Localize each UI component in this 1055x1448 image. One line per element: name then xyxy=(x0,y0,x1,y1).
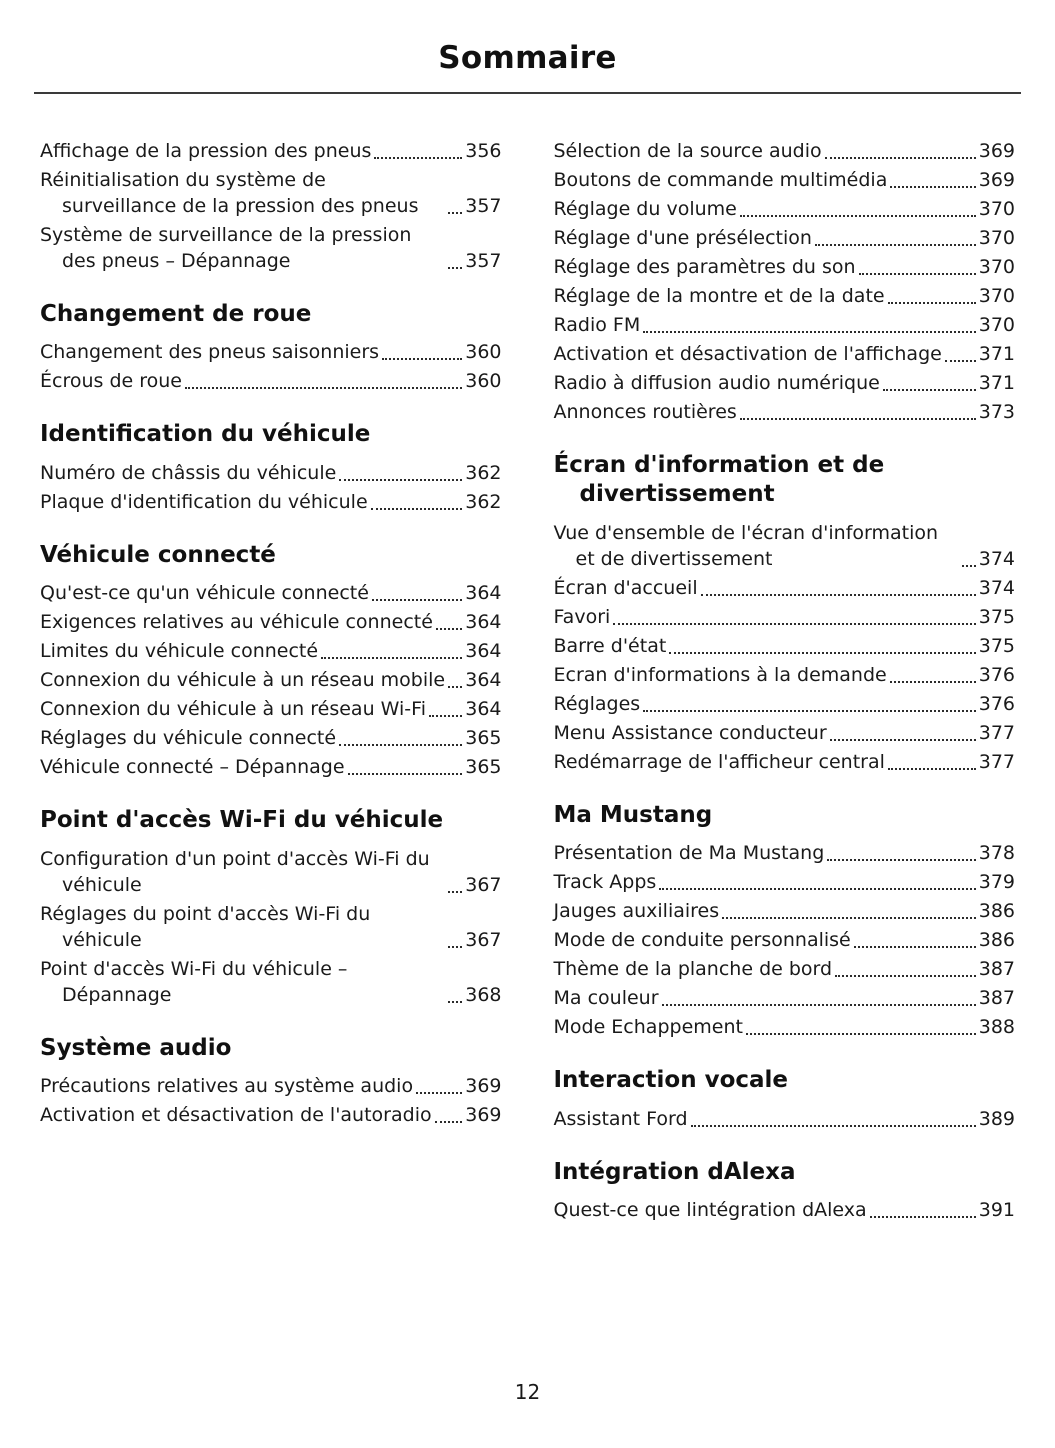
entry-title: Système de surveillance de la pression des pneus – Dépannage xyxy=(40,224,412,272)
dot-leader xyxy=(740,215,976,217)
toc-entry[interactable] xyxy=(554,341,1016,367)
dot-leader xyxy=(835,975,976,977)
toc-entry[interactable] xyxy=(40,167,502,219)
toc-entry[interactable] xyxy=(554,312,1016,338)
entry-title: Plaque d'identification du véhicule xyxy=(40,490,368,513)
dot-leader xyxy=(870,1216,976,1218)
entry-title: Barre d'état xyxy=(553,634,667,657)
entry-page-number: 362 xyxy=(465,461,502,484)
dot-leader xyxy=(740,418,976,420)
toc-entry[interactable] xyxy=(554,898,1016,924)
toc-entry[interactable] xyxy=(554,196,1016,222)
entry-page-number: 376 xyxy=(978,692,1015,715)
section-heading: Écran d'information et de divertissement xyxy=(553,452,885,508)
entry-page-number: 387 xyxy=(978,958,1015,981)
entry-title: Ecran d'informations à la demande xyxy=(553,663,887,686)
toc-entry[interactable] xyxy=(40,725,502,751)
dot-leader xyxy=(859,273,976,275)
toc-entry[interactable] xyxy=(40,667,502,693)
toc-entry[interactable] xyxy=(554,985,1016,1011)
toc-section xyxy=(40,138,502,274)
entry-title: Connexion du véhicule à un réseau mobile xyxy=(40,669,446,692)
entry-title: Sélection de la source audio xyxy=(553,140,822,162)
entry-title: Point d'accès Wi-Fi du véhicule – Dépannage xyxy=(40,957,348,1006)
dot-leader xyxy=(888,302,976,304)
toc-entry[interactable] xyxy=(554,138,1016,164)
entry-title: Réglage de la montre et de la date xyxy=(553,285,885,307)
entry-title: Connexion du véhicule à un réseau Wi-Fi xyxy=(40,698,426,721)
toc-entry[interactable] xyxy=(40,1102,502,1128)
entry-page-number: 364 xyxy=(465,669,502,692)
entry-page-number: 370 xyxy=(978,256,1015,278)
toc-entry[interactable] xyxy=(554,399,1016,425)
dot-leader xyxy=(436,628,462,630)
toc-section xyxy=(554,1158,1016,1223)
entry-title: Vue d'ensemble de l'écran d'information et de divertissement xyxy=(553,521,939,570)
entry-title: Mode de conduite personnalisé xyxy=(553,929,851,952)
entry-page-number: 360 xyxy=(465,341,502,364)
toc-entry[interactable] xyxy=(554,927,1016,953)
entry-title: Quest-ce que lintégration dAlexa xyxy=(553,1199,867,1222)
entry-page-number: 370 xyxy=(978,198,1015,220)
toc-entry[interactable] xyxy=(554,749,1016,775)
toc-section xyxy=(554,801,1016,1040)
dot-leader xyxy=(827,859,975,861)
entry-page-number: 364 xyxy=(465,582,502,605)
toc-section xyxy=(554,138,1016,425)
toc-section xyxy=(554,451,1016,775)
entry-page-number: 387 xyxy=(978,987,1015,1010)
entry-title: Redémarrage de l'afficheur central xyxy=(553,750,885,773)
toc-entry[interactable] xyxy=(554,604,1016,630)
toc-entry[interactable] xyxy=(40,609,502,635)
entry-page-number: 370 xyxy=(978,314,1015,336)
dot-leader xyxy=(669,652,975,654)
toc-entry[interactable] xyxy=(40,460,502,486)
toc-entry[interactable] xyxy=(40,754,502,780)
entry-page-number: 362 xyxy=(465,490,502,513)
dot-leader xyxy=(825,157,976,159)
toc-entry[interactable] xyxy=(40,222,502,274)
page-title: Sommaire xyxy=(438,40,617,76)
entry-title: Limites du véhicule connecté xyxy=(40,640,319,663)
toc-entry[interactable] xyxy=(40,696,502,722)
entry-title: Réinitialisation du système de surveillance de la pression des pneus xyxy=(40,169,419,217)
entry-title: Exigences relatives au véhicule connecté xyxy=(40,611,433,634)
toc-entry[interactable] xyxy=(40,580,502,606)
section-heading: Ma Mustang xyxy=(553,801,713,828)
dot-leader xyxy=(854,946,976,948)
toc-entry[interactable] xyxy=(40,846,502,898)
dot-leader xyxy=(830,739,976,741)
dot-leader xyxy=(416,1092,462,1094)
entry-page-number: 367 xyxy=(465,873,502,896)
section-heading: Changement de roue xyxy=(40,301,312,327)
page-number: 12 xyxy=(514,1380,541,1404)
entry-page-number: 375 xyxy=(978,605,1015,628)
entry-page-number: 357 xyxy=(465,195,502,217)
entry-page-number: 377 xyxy=(978,721,1015,744)
dot-leader xyxy=(701,594,976,596)
dot-leader xyxy=(659,888,975,890)
toc-entry[interactable] xyxy=(554,1014,1016,1040)
toc-entry[interactable] xyxy=(40,901,502,953)
entry-title: Écrous de roue xyxy=(40,370,182,393)
toc-entry[interactable] xyxy=(40,339,502,365)
entry-page-number: 364 xyxy=(465,611,502,634)
toc-entry[interactable] xyxy=(554,167,1016,193)
entry-title: Annonces routières xyxy=(553,401,737,423)
dot-leader xyxy=(372,599,462,601)
section-heading: Identification du véhicule xyxy=(40,421,371,448)
dot-leader xyxy=(662,1004,976,1006)
dot-leader xyxy=(339,744,462,746)
toc-entry[interactable] xyxy=(554,575,1016,601)
toc-section xyxy=(40,420,502,514)
dot-leader xyxy=(883,389,976,391)
entry-page-number: 364 xyxy=(465,698,502,721)
toc-column-right xyxy=(554,138,1016,1231)
entry-page-number: 369 xyxy=(465,1075,502,1098)
entry-title: Réglages xyxy=(553,692,641,715)
dot-leader xyxy=(643,331,975,333)
dot-leader xyxy=(448,212,462,214)
entry-title: Jauges auxiliaires xyxy=(553,900,720,923)
entry-page-number: 389 xyxy=(978,1107,1015,1130)
toc-entry[interactable] xyxy=(554,1106,1016,1132)
toc-entry[interactable] xyxy=(554,662,1016,688)
entry-page-number: 365 xyxy=(465,756,502,779)
dot-leader xyxy=(815,244,976,246)
dot-leader xyxy=(435,1121,463,1123)
entry-title: Ma couleur xyxy=(553,987,659,1010)
dot-leader xyxy=(945,360,976,362)
entry-title: Activation et désactivation de l'affichage xyxy=(553,343,942,365)
toc-entry[interactable] xyxy=(554,956,1016,982)
dot-leader xyxy=(448,267,462,269)
entry-title: Mode Echappement xyxy=(553,1016,743,1039)
entry-page-number: 371 xyxy=(978,343,1015,365)
toc-section xyxy=(40,300,502,394)
entry-title: Numéro de châssis du véhicule xyxy=(40,461,337,484)
dot-leader xyxy=(746,1033,976,1035)
toc-section xyxy=(40,541,502,780)
entry-page-number: 365 xyxy=(465,727,502,750)
entry-page-number: 374 xyxy=(978,547,1015,570)
entry-title: Présentation de Ma Mustang xyxy=(553,842,825,865)
entry-page-number: 371 xyxy=(978,372,1015,394)
toc-entry[interactable] xyxy=(554,691,1016,717)
dot-leader xyxy=(890,681,976,683)
entry-title: Thème de la planche de bord xyxy=(553,958,833,981)
entry-page-number: 360 xyxy=(465,370,502,393)
entry-title: Écran d'accueil xyxy=(553,576,698,599)
dot-leader xyxy=(890,186,975,188)
entry-page-number: 369 xyxy=(465,1104,502,1127)
toc-entry[interactable] xyxy=(554,633,1016,659)
section-heading: Interaction vocale xyxy=(553,1067,789,1094)
entry-title: Réglage des paramètres du son xyxy=(553,256,856,278)
toc-entry[interactable] xyxy=(554,840,1016,866)
toc-entry[interactable] xyxy=(554,1197,1016,1223)
toc-entry[interactable] xyxy=(554,254,1016,280)
toc-entry[interactable] xyxy=(554,869,1016,895)
toc-entry[interactable] xyxy=(554,225,1016,251)
section-heading: Véhicule connecté xyxy=(40,541,276,568)
entry-page-number: 386 xyxy=(978,900,1015,923)
toc-entry[interactable] xyxy=(554,520,1016,572)
entry-page-number: 376 xyxy=(978,663,1015,686)
entry-title: Réglage d'une présélection xyxy=(553,227,812,249)
section-heading: Système audio xyxy=(40,1034,232,1061)
dot-leader xyxy=(185,387,462,389)
dot-leader xyxy=(448,946,462,948)
entry-page-number: 379 xyxy=(978,871,1015,894)
entry-title: Configuration d'un point d'accès Wi-Fi du véhicule xyxy=(40,847,430,896)
entry-title: Track Apps xyxy=(553,871,657,894)
dot-leader xyxy=(643,710,976,712)
entry-page-number: 369 xyxy=(978,169,1015,191)
dot-leader xyxy=(348,773,463,775)
entry-title: Menu Assistance conducteur xyxy=(553,721,827,744)
entry-page-number: 374 xyxy=(978,576,1015,599)
entry-title: Activation et désactivation de l'autoradio xyxy=(40,1104,432,1127)
entry-page-number: 367 xyxy=(465,928,502,951)
dot-leader xyxy=(448,1001,462,1003)
entry-page-number: 370 xyxy=(978,227,1015,249)
dot-leader xyxy=(339,479,462,481)
toc-columns xyxy=(34,138,1021,1231)
dot-leader xyxy=(448,891,462,893)
dot-leader xyxy=(371,508,463,510)
toc-section xyxy=(40,806,502,1007)
dot-leader xyxy=(722,917,976,919)
entry-title: Précautions relatives au système audio xyxy=(40,1075,414,1098)
entry-title: Changement des pneus saisonniers xyxy=(40,341,380,364)
section-heading: Point d'accès Wi-Fi du véhicule xyxy=(40,807,444,834)
toc-entry[interactable] xyxy=(40,368,502,394)
dot-leader xyxy=(382,358,462,360)
entry-page-number: 391 xyxy=(978,1199,1015,1222)
dot-leader xyxy=(613,623,975,625)
toc-entry[interactable] xyxy=(554,283,1016,309)
entry-page-number: 378 xyxy=(978,842,1015,865)
entry-page-number: 356 xyxy=(465,140,502,162)
entry-title: Assistant Ford xyxy=(553,1107,688,1130)
toc-entry[interactable] xyxy=(40,489,502,515)
entry-title: Véhicule connecté – Dépannage xyxy=(40,756,345,779)
dot-leader xyxy=(962,565,976,567)
entry-page-number: 388 xyxy=(978,1016,1015,1039)
dot-leader xyxy=(429,715,462,717)
toc-entry[interactable] xyxy=(40,1073,502,1099)
dot-leader xyxy=(321,657,462,659)
dot-leader xyxy=(374,157,462,159)
entry-page-number: 369 xyxy=(978,140,1015,162)
entry-page-number: 370 xyxy=(978,285,1015,307)
entry-page-number: 373 xyxy=(978,401,1015,423)
toc-entry[interactable] xyxy=(40,138,502,164)
toc-entry[interactable] xyxy=(40,638,502,664)
toc-entry[interactable] xyxy=(554,720,1016,746)
entry-title: Radio FM xyxy=(553,314,641,336)
section-heading: Intégration dAlexa xyxy=(553,1158,796,1185)
toc-entry[interactable] xyxy=(40,956,502,1008)
dot-leader xyxy=(888,768,976,770)
title-divider xyxy=(34,92,1021,94)
entry-title: Boutons de commande multimédia xyxy=(553,169,888,191)
entry-title: Qu'est-ce qu'un véhicule connecté xyxy=(40,582,369,605)
entry-page-number: 368 xyxy=(465,983,502,1006)
entry-page-number: 357 xyxy=(465,250,502,272)
entry-title: Affichage de la pression des pneus xyxy=(40,140,372,162)
entry-page-number: 386 xyxy=(978,929,1015,952)
entry-title: Réglage du volume xyxy=(553,198,737,220)
entry-title: Réglages du véhicule connecté xyxy=(40,727,337,750)
toc-column-left xyxy=(40,138,502,1231)
entry-page-number: 364 xyxy=(465,640,502,663)
toc-section xyxy=(40,1034,502,1128)
entry-title: Réglages du point d'accès Wi-Fi du véhicule xyxy=(40,902,371,951)
toc-entry[interactable] xyxy=(554,370,1016,396)
entry-page-number: 377 xyxy=(978,750,1015,773)
entry-page-number: 375 xyxy=(978,634,1015,657)
entry-title: Favori xyxy=(553,605,611,628)
dot-leader xyxy=(691,1125,976,1127)
dot-leader xyxy=(448,686,462,688)
toc-section xyxy=(554,1066,1016,1131)
entry-title: Radio à diffusion audio numérique xyxy=(553,372,880,394)
